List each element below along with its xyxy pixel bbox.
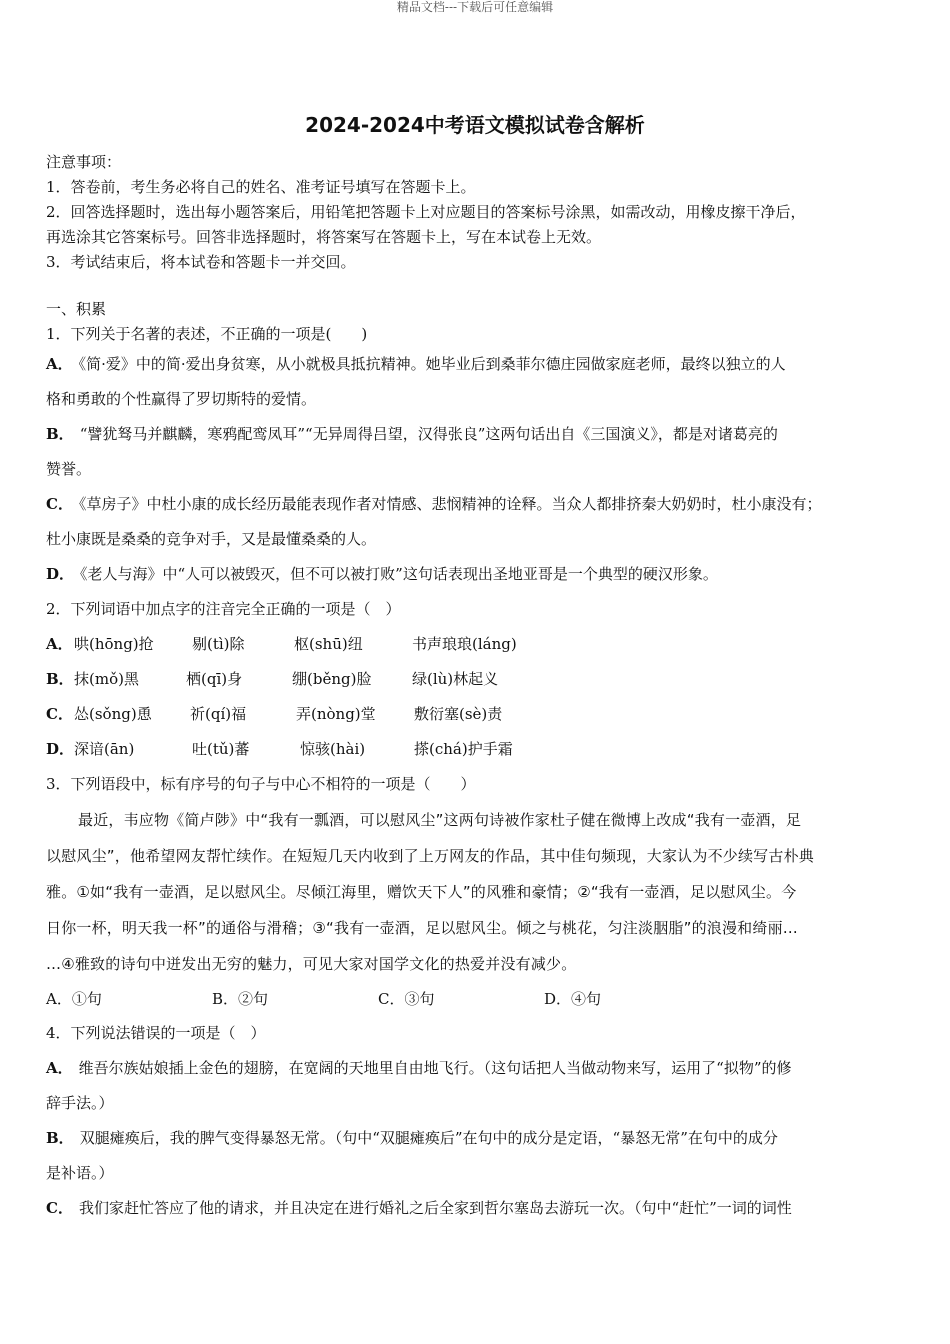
option-d — [46, 557, 904, 592]
passage-line: 雅。①如“我有一壶酒，足以慰风尘。尽倾江海里，赠饮天下人”的风雅和豪情；②“我有一壶酒，足以慰风尘。今 — [46, 883, 797, 901]
word-cell: 敷衍塞(sè)责 — [414, 705, 503, 723]
notice-item: 3．考试结束后，将本试卷和答题卡一并交回。 — [46, 253, 356, 271]
option-label: A． — [46, 635, 73, 653]
reading-passage — [46, 802, 904, 982]
word-cell: 书声琅琅(láng) — [412, 635, 517, 653]
word-cell: 抹(mǒ)黑 — [74, 670, 139, 688]
word-cell: 吐(tǔ)蕃 — [192, 740, 250, 758]
option-continuation: 杜小康既是桑桑的竞争对手，又是最懂桑桑的人。 — [46, 530, 377, 548]
word-cell: 搽(chá)护手霜 — [414, 740, 513, 758]
word-cell: 祈(qí)福 — [190, 705, 247, 723]
notice-item: 1．答卷前，考生务必将自己的姓名、准考证号填写在答题卡上。 — [46, 178, 476, 196]
option-label: A． — [46, 1059, 73, 1077]
option-continuation: 赞誉。 — [46, 460, 92, 478]
option-text: 维吾尔族姑娘插上金色的翅膀，在宽阔的天地里自由地飞行。（这句话把人当做动物来写，运用了“拟物”的修 — [78, 1059, 792, 1077]
word-cell: 弄(nòng)堂 — [296, 705, 376, 723]
option-a — [46, 1051, 904, 1086]
option-text: 《简·爱》中的简·爱出身贫寒，从小就极具抵抗精神。她毕业后到桑菲尔德庄园做家庭老师，最终以独立的人 — [78, 355, 786, 373]
answer-choices — [46, 982, 904, 1016]
word-cell: 枢(shū)纽 — [294, 635, 363, 653]
passage-line: 最近，韦应物《简卢陟》中“我有一瓢酒，可以慰风尘”这两句诗被作家杜子健在微博上改成“我有一壶酒，足 — [78, 811, 802, 829]
page-title: 2024-2024中考语文模拟试卷含解析 — [305, 113, 645, 137]
passage-line: 以慰风尘”，他希望网友帮忙续作。在短短几天内收到了上万网友的作品，其中佳句频现，大家认为不少续写古朴典 — [46, 847, 814, 865]
question-stem: 1．下列关于名著的表述，不正确的一项是( ) — [46, 325, 368, 343]
word-cell: 栖(qī)身 — [186, 670, 243, 688]
option-label: C． — [46, 705, 73, 723]
question-4 — [46, 1016, 904, 1226]
option-text: 《老人与海》中“人可以被毁灭，但不可以被打败”这句话表现出圣地亚哥是一个典型的硬汉形象。 — [80, 565, 718, 583]
option-text: 双腿瘫痪后，我的脾气变得暴怒无常。（句中“双腿瘫痪后”在句中的成分是定语，“暴怒无常”在句中的成分 — [79, 1129, 778, 1147]
option-b — [46, 417, 904, 452]
passage-line: …④雅致的诗句中迸发出无穷的魅力，可见大家对国学文化的热爱并没有减少。 — [46, 955, 577, 973]
pinyin-row-c — [46, 697, 904, 732]
question-stem: 3．下列语段中，标有序号的句子与中心不相符的一项是（ ） — [46, 775, 476, 793]
document-body — [46, 150, 904, 1226]
question-1 — [46, 322, 904, 592]
page-header-note: 精品文档---下载后可任意编辑 — [396, 0, 554, 14]
notice-heading: 注意事项： — [46, 153, 122, 171]
answer-choice-a: A．①句 — [46, 990, 102, 1008]
option-c — [46, 487, 904, 522]
word-cell: 惊骇(hài) — [300, 740, 366, 758]
notice-item: 2．回答选择题时，选出每小题答案后，用铅笔把答题卡上对应题目的答案标号涂黑，如需改动，用橡皮擦干净后， — [46, 203, 806, 221]
notice-item: 再选涂其它答案标号。回答非选择题时，将答案写在答题卡上，写在本试卷上无效。 — [46, 228, 602, 246]
option-c — [46, 1191, 904, 1226]
notice-section — [46, 150, 904, 275]
word-cell: 剔(tì)除 — [192, 635, 245, 653]
word-cell: 深谙(ān) — [74, 740, 135, 758]
option-text: 我们家赶忙答应了他的请求，并且决定在进行婚礼之后全家到哲尔塞岛去游玩一次。（句中“赶忙”一词的词性 — [78, 1199, 792, 1217]
passage-line: 日你一杯，明天我一杯”的通俗与滑稽；③“我有一壶酒，足以慰风尘。倾之与桃花，匀注淡胭脂”的浪漫和绮丽… — [46, 919, 798, 937]
word-cell: 怂(sǒng)恿 — [74, 705, 152, 723]
word-cell: 绿(lù)林起义 — [412, 670, 499, 688]
option-label: C． — [46, 495, 73, 513]
answer-choice-d: D．④句 — [544, 990, 602, 1008]
answer-choice-c: C．③句 — [378, 990, 435, 1008]
option-continuation: 格和勇敢的个性赢得了罗切斯特的爱情。 — [46, 390, 317, 408]
option-label: D． — [46, 565, 75, 583]
option-b — [46, 1121, 904, 1156]
option-continuation: 是补语。） — [46, 1164, 114, 1182]
option-text: 《草房子》中杜小康的成长经历最能表现作者对情感、悲悯精神的诠释。当众人都排挤秦大奶奶时，杜小康没有； — [78, 495, 822, 513]
pinyin-row-b — [46, 662, 904, 697]
word-cell: 哄(hōng)抢 — [74, 635, 154, 653]
question-3 — [46, 767, 904, 1016]
answer-choice-b: B．②句 — [212, 990, 269, 1008]
option-label: B． — [46, 1129, 74, 1147]
option-label: B． — [46, 670, 74, 688]
option-text: “譬犹驽马并麒麟，寒鸦配鸾凤耳”“无异周得吕望，汉得张良”这两句话出自《三国演义》，都是对诸葛亮的 — [79, 425, 778, 443]
question-2 — [46, 592, 904, 767]
word-cell: 绷(běng)脸 — [292, 670, 372, 688]
question-stem: 4．下列说法错误的一项是（ ） — [46, 1024, 266, 1042]
option-a — [46, 347, 904, 382]
question-stem: 2．下列词语中加点字的注音完全正确的一项是（ ） — [46, 600, 401, 618]
option-continuation: 辞手法。） — [46, 1094, 114, 1112]
option-label: C． — [46, 1199, 73, 1217]
section-heading: 一、积累 — [46, 300, 107, 318]
option-label: B． — [46, 425, 74, 443]
pinyin-row-d — [46, 732, 904, 767]
option-label: A． — [46, 355, 73, 373]
option-label: D． — [46, 740, 75, 758]
pinyin-row-a — [46, 627, 904, 662]
